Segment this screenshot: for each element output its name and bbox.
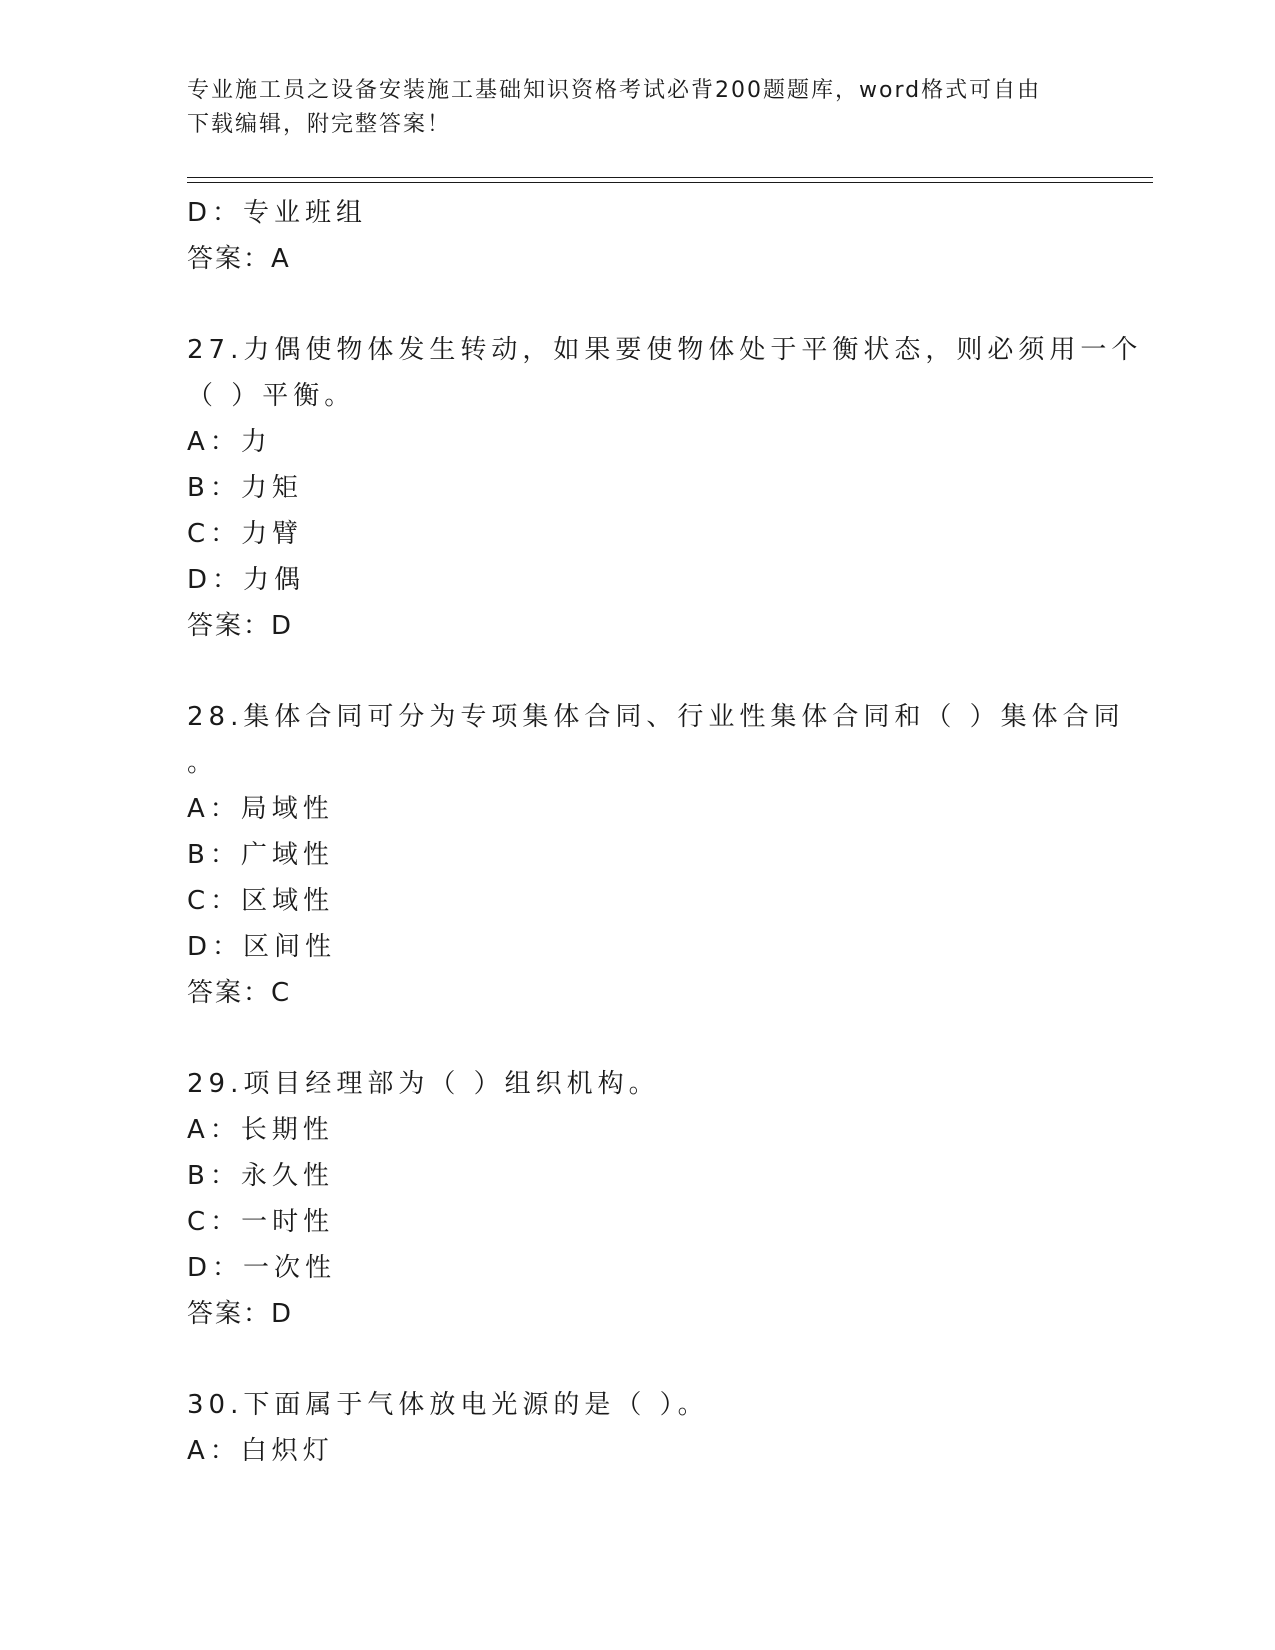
question-block-30 xyxy=(187,1382,1087,1474)
question-stem-continued: 。 xyxy=(187,748,219,778)
question-stem: 27.力偶使物体发生转动，如果要使物体处于平衡状态，则必须用一个 xyxy=(187,335,1143,365)
option-c: C：区域性 xyxy=(187,886,335,916)
question-stem: 29.项目经理部为（ ）组织机构。 xyxy=(187,1069,660,1099)
spacer xyxy=(187,282,1087,327)
option-c: C：一时性 xyxy=(187,1207,335,1237)
question-stem: 28.集体合同可分为专项集体合同、行业性集体合同和（ ）集体合同 xyxy=(187,702,1125,732)
header-rule-top xyxy=(187,177,1153,178)
option-d: D：区间性 xyxy=(187,932,337,962)
option-b: B：力矩 xyxy=(187,473,303,503)
question-block-27 xyxy=(187,327,1143,649)
header-line-2: 下载编辑，附完整答案！ xyxy=(187,112,452,137)
spacer xyxy=(187,1016,1087,1061)
option-c: C：力臂 xyxy=(187,519,304,549)
spacer xyxy=(187,1337,1087,1382)
question-stem: 30.下面属于气体放电光源的是（ ）。 xyxy=(187,1390,709,1420)
spacer xyxy=(187,649,1087,694)
header-rule-bottom xyxy=(187,182,1153,183)
option-d: D：力偶 xyxy=(187,565,306,595)
option-d: D：专业班组 xyxy=(187,198,368,228)
header-line-1: 专业施工员之设备安装施工基础知识资格考试必背200题题库，word格式可自由 xyxy=(187,78,1042,103)
question-list xyxy=(187,190,1143,1474)
question-block-26-tail xyxy=(187,190,1087,282)
option-d: D：一次性 xyxy=(187,1253,337,1283)
answer-line: 答案：C xyxy=(187,978,292,1008)
option-b: B：广域性 xyxy=(187,840,334,870)
option-a: A：局域性 xyxy=(187,794,334,824)
option-a: A：长期性 xyxy=(187,1115,334,1145)
question-block-29 xyxy=(187,1061,1087,1337)
question-stem-continued: （ ）平衡。 xyxy=(187,381,356,411)
option-a: A：力 xyxy=(187,427,272,457)
answer-line: 答案：D xyxy=(187,611,294,641)
document-header xyxy=(187,74,1087,142)
question-block-28 xyxy=(187,694,1125,1016)
answer-line: 答案：A xyxy=(187,244,291,274)
option-a: A：白炽灯 xyxy=(187,1436,334,1466)
option-b: B：永久性 xyxy=(187,1161,334,1191)
answer-line: 答案：D xyxy=(187,1299,294,1329)
